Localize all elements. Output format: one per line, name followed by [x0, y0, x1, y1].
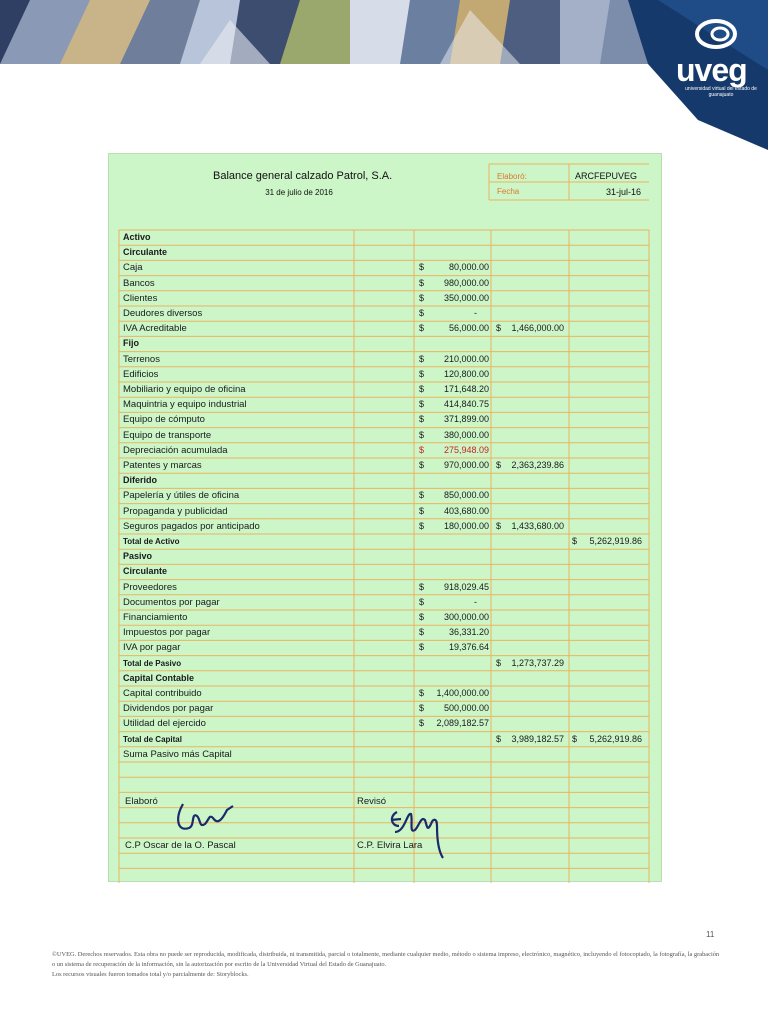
- currency-symbol: $: [419, 596, 425, 607]
- sheet-date: 31 de julio de 2016: [265, 188, 333, 197]
- amount-cell: [419, 519, 489, 534]
- signature-elaboro-label: Elaboró: [125, 796, 158, 807]
- amount-cell: [419, 412, 489, 427]
- amount-cell: [496, 656, 564, 671]
- amount-cell: [419, 306, 489, 321]
- row-label: Suma Pasivo más Capital: [123, 748, 232, 760]
- row-label: Diferido: [123, 475, 158, 486]
- row-label: Terrenos: [123, 353, 160, 365]
- amount-value: 300,000.00: [443, 612, 489, 622]
- fecha-header-value: 31-jul-16: [606, 187, 642, 197]
- amount-cell: [419, 610, 489, 625]
- row-label: Circulante: [123, 566, 168, 577]
- amount-value: 850,000.00: [443, 490, 489, 501]
- amount-value: 1,466,000.00: [511, 323, 564, 334]
- amount-value: 350,000.00: [443, 292, 489, 303]
- currency-symbol: $: [419, 368, 425, 379]
- row-label: Financiamiento: [123, 612, 188, 623]
- currency-symbol: $: [419, 520, 425, 531]
- amount-value: 36,331.20: [448, 627, 489, 638]
- row-label: Clientes: [123, 292, 158, 304]
- page-number: 11: [706, 930, 715, 939]
- amount-value: 56,000.00: [448, 323, 489, 334]
- amount-value: 2,089,182.57: [436, 718, 489, 729]
- currency-symbol: $: [496, 323, 502, 334]
- uveg-logo-icon: [694, 16, 742, 52]
- currency-symbol: $: [419, 581, 425, 592]
- amount-cell: [419, 260, 489, 275]
- currency-symbol: $: [572, 733, 578, 744]
- currency-symbol: $: [419, 490, 425, 501]
- amount-cell: [419, 443, 489, 458]
- row-label: Equipo de transporte: [123, 429, 212, 441]
- amount-value: -: [474, 308, 477, 318]
- amount-value: 380,000.00: [443, 429, 489, 440]
- copyright-text: ©UVEG. Derechos reservados. Esta obra no puede ser reproducida, modificada, distribuida, ni transmitida, parcial o totalmente, mediante cualquier medio, método o sistema impreso, electrónico, magnético, incluyendo el fotocopiado, la fotografía, la grabación o un sistema de recuperación de la información, sin la autorización por escrito de la Universidad Virtual del Estado de Guanajuato.: [52, 951, 720, 968]
- amount-cell: [572, 534, 642, 549]
- currency-symbol: $: [419, 399, 425, 410]
- currency-symbol: $: [419, 323, 425, 334]
- row-label: Total de Activo: [123, 537, 180, 546]
- amount-cell: [496, 519, 564, 534]
- row-label: IVA Acreditable: [123, 323, 187, 335]
- row-label: Bancos: [123, 277, 155, 289]
- row-label: Maquintria y equipo industrial: [123, 399, 247, 411]
- amount-value: 180,000.00: [443, 520, 489, 531]
- amount-cell: [419, 352, 489, 367]
- row-label: Dividendos por pagar: [123, 703, 214, 715]
- row-label: Deudores diversos: [123, 308, 203, 319]
- elaboro-header-label: Elaboró:: [497, 172, 527, 181]
- signature-reviso-label: Revisó: [357, 796, 387, 807]
- amount-value: 980,000.00: [443, 277, 489, 288]
- amount-value: 414,840.75: [443, 399, 489, 410]
- amount-value: 2,363,239.86: [511, 460, 564, 470]
- amount-value: 171,648.20: [443, 384, 489, 394]
- copyright-footer: [52, 950, 722, 980]
- amount-cell: [419, 488, 489, 503]
- signature-elaboro-mark: [173, 798, 243, 838]
- currency-symbol: $: [572, 536, 578, 546]
- amount-value: 3,989,182.57: [511, 733, 564, 744]
- amount-cell: [419, 458, 489, 473]
- row-label: Caja: [123, 262, 143, 274]
- currency-symbol: $: [496, 520, 502, 531]
- row-label: Mobiliario y equipo de oficina: [123, 384, 246, 395]
- amount-cell: [419, 367, 489, 382]
- amount-cell: [419, 428, 489, 443]
- amount-value: 1,433,680.00: [511, 520, 564, 531]
- row-label: Utilidad del ejercido: [123, 718, 206, 730]
- row-label: Total de Capital: [123, 734, 182, 744]
- currency-symbol: $: [419, 384, 425, 394]
- amount-cell: [419, 397, 489, 412]
- row-label: Impuestos por pagar: [123, 627, 211, 639]
- elaboro-header-value: ARCFEPUVEG: [575, 171, 638, 181]
- currency-symbol: $: [419, 429, 425, 440]
- amount-value: 918,029.45: [443, 581, 489, 592]
- row-label: Pasivo: [123, 551, 153, 562]
- currency-symbol: $: [419, 688, 425, 698]
- amount-cell: [419, 716, 489, 731]
- row-label: Depreciación acumulada: [123, 444, 228, 456]
- row-label: Documentos por pagar: [123, 596, 220, 608]
- amount-cell: [419, 291, 489, 306]
- amount-value: 120,800.00: [443, 368, 489, 379]
- currency-symbol: $: [496, 733, 502, 744]
- amount-value: 80,000.00: [448, 262, 489, 273]
- amount-cell: [419, 382, 489, 397]
- row-label: IVA por pagar: [123, 642, 181, 654]
- row-label: Edificios: [123, 368, 159, 380]
- currency-symbol: $: [419, 353, 425, 364]
- sheet-title: Balance general calzado Patrol, S.A.: [213, 170, 393, 182]
- currency-symbol: $: [419, 444, 425, 455]
- amount-value: 970,000.00: [443, 460, 489, 470]
- currency-symbol: $: [419, 627, 425, 638]
- signature-reviso-mark: [385, 802, 455, 862]
- amount-value: 275,948.09: [443, 444, 489, 455]
- row-label: Equipo de cómputo: [123, 414, 205, 426]
- currency-symbol: $: [419, 718, 425, 729]
- signature-reviso-name: C.P. Elvira Lara: [357, 840, 423, 851]
- amount-cell: [496, 732, 564, 747]
- amount-value: -: [474, 596, 477, 607]
- amount-cell: [419, 580, 489, 595]
- amount-value: 210,000.00: [443, 353, 489, 364]
- row-label: Proveedores: [123, 581, 177, 593]
- row-label: Fijo: [123, 338, 139, 349]
- row-label: Capital contribuido: [123, 688, 202, 699]
- amount-cell: [419, 640, 489, 655]
- row-label: Propaganda y publicidad: [123, 505, 228, 517]
- amount-cell: [419, 625, 489, 640]
- currency-symbol: $: [419, 460, 425, 470]
- amount-cell: [419, 276, 489, 291]
- amount-value: 500,000.00: [443, 703, 489, 714]
- currency-symbol: $: [419, 505, 425, 516]
- amount-value: 5,262,919.86: [589, 536, 642, 546]
- currency-symbol: $: [419, 262, 425, 273]
- fecha-header-label: Fecha: [497, 187, 520, 196]
- balance-sheet: [108, 153, 662, 882]
- currency-symbol: $: [419, 308, 425, 318]
- amount-value: 5,262,919.86: [589, 733, 642, 744]
- row-label: Seguros pagados por anticipado: [123, 520, 260, 532]
- amount-value: 371,899.00: [443, 414, 489, 425]
- amount-value: 19,376.64: [448, 642, 489, 653]
- currency-symbol: $: [419, 612, 425, 622]
- currency-symbol: $: [419, 292, 425, 303]
- currency-symbol: $: [496, 657, 502, 668]
- row-label: Patentes y marcas: [123, 460, 202, 471]
- currency-symbol: $: [419, 642, 425, 653]
- amount-cell: [419, 595, 489, 610]
- amount-cell: [419, 504, 489, 519]
- amount-value: 1,273,737.29: [511, 657, 564, 668]
- amount-cell: [496, 321, 564, 336]
- signature-elaboro-name: C.P Oscar de la O. Pascal: [125, 840, 236, 851]
- row-label: Capital Contable: [123, 672, 195, 683]
- resources-credit: Los recursos visuales fueron tomados total y/o parcialmente de: Storyblocks.: [52, 971, 249, 978]
- row-label: Papelería y útiles de oficina: [123, 490, 240, 502]
- currency-symbol: $: [419, 277, 425, 288]
- currency-symbol: $: [496, 460, 502, 470]
- logo-wordmark: uveg: [676, 52, 747, 88]
- amount-cell: [419, 321, 489, 336]
- amount-cell: [419, 686, 489, 701]
- amount-cell: [572, 732, 642, 747]
- amount-value: 403,680.00: [443, 505, 489, 516]
- amount-cell: [496, 458, 564, 473]
- logo-subtitle: universidad virtual del estado de guanajuato: [685, 86, 757, 98]
- row-label: Total de Pasivo: [123, 658, 182, 668]
- row-label: Circulante: [123, 247, 168, 258]
- currency-symbol: $: [419, 703, 425, 714]
- amount-value: 1,400,000.00: [436, 688, 489, 698]
- row-label: Activo: [123, 232, 151, 242]
- amount-cell: [419, 701, 489, 716]
- currency-symbol: $: [419, 414, 425, 425]
